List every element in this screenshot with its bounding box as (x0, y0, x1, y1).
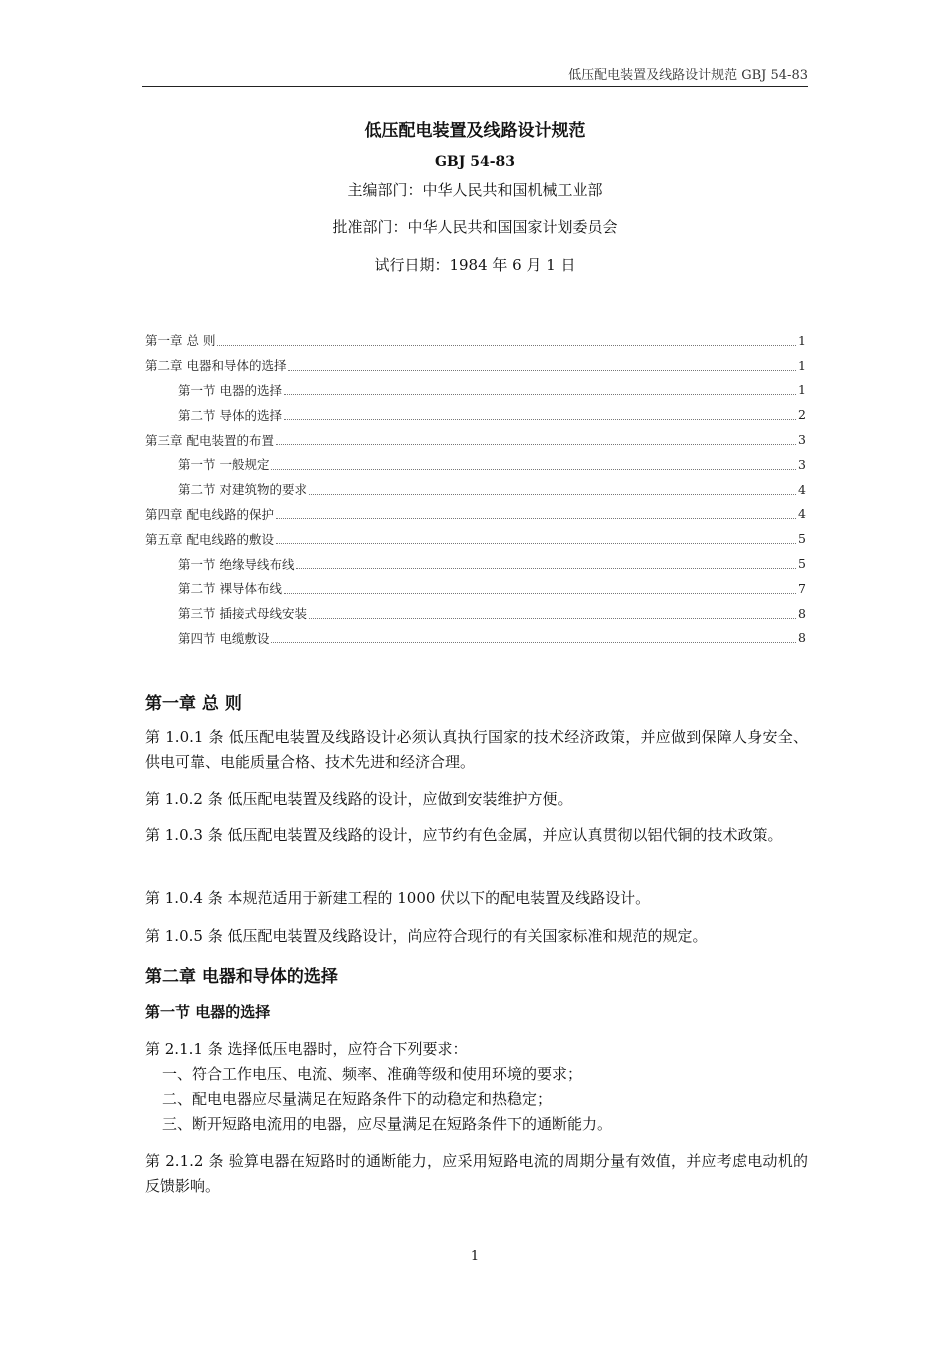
toc-entry-label: 第三节 插接式母线安装 (178, 606, 307, 622)
clause-1-0-4: 第 1.0.4 条 本规范适用于新建工程的 1000 伏以下的配电装置及线路设计。 (145, 889, 651, 907)
clause-2-1-2: 第 2.1.2 条 验算电器在短路时的通断能力，应采用短路电流的周期分量有效值，并应考虑电动机的反馈影响。 (145, 1152, 808, 1195)
toc-entry-page: 1 (798, 357, 806, 373)
toc-entry[interactable] (145, 477, 806, 502)
toc-entry[interactable] (145, 378, 806, 403)
editor-line: 主编部门：中华人民共和国机械工业部 (347, 181, 603, 199)
clause-1-0-5: 第 1.0.5 条 低压配电装置及线路设计，尚应符合现行的有关国家标准和规范的规定。 (145, 927, 708, 945)
toc-entry-label: 第二节 裸导体布线 (178, 581, 282, 597)
clause-1-0-1: 第 1.0.1 条 低压配电装置及线路设计必须认真执行国家的技术经济政策，并应做到保障人身安全、供电可靠、电能质量合格、技术先进和经济合理。 (145, 728, 808, 771)
running-header: 低压配电装置及线路设计规范 GBJ 54-83 (568, 68, 808, 83)
toc-leader-dots (276, 518, 796, 519)
toc-entry-page: 2 (798, 407, 806, 423)
toc-entry[interactable] (145, 626, 806, 651)
toc-entry-label: 第二节 导体的选择 (178, 407, 282, 423)
toc-entry-label: 第四章 配电线路的保护 (145, 506, 274, 522)
clause-2-1-1-item-2: 二、配电电器应尽量满足在短路条件下的动稳定和热稳定； (162, 1090, 553, 1108)
toc-entry[interactable] (145, 526, 806, 551)
toc-entry-page: 5 (798, 556, 806, 572)
section-2-1-heading: 第一节 电器的选择 (145, 1003, 271, 1021)
toc-leader-dots (217, 345, 796, 346)
table-of-contents (145, 328, 806, 650)
toc-entry[interactable] (145, 502, 806, 527)
clause-1-0-2: 第 1.0.2 条 低压配电装置及线路的设计，应做到安装维护方便。 (145, 790, 573, 808)
toc-leader-dots (276, 543, 796, 544)
clause-2-1-1: 第 2.1.1 条 选择低压电器时，应符合下列要求： (145, 1040, 468, 1058)
toc-entry[interactable] (145, 328, 806, 353)
clause-2-1-1-item-1: 一、符合工作电压、电流、频率、准确等级和使用环境的要求； (162, 1065, 583, 1083)
toc-entry[interactable] (145, 601, 806, 626)
document-code: GBJ 54-83 (434, 154, 516, 170)
toc-entry-page: 8 (798, 630, 806, 646)
toc-entry-label: 第三章 配电装置的布置 (145, 432, 274, 448)
toc-entry[interactable] (145, 353, 806, 378)
chapter-2-heading: 第二章 电器和导体的选择 (145, 967, 338, 987)
toc-entry-page: 7 (798, 580, 806, 596)
toc-entry-page: 8 (798, 605, 806, 621)
toc-entry-label: 第二节 对建筑物的要求 (178, 482, 307, 498)
toc-entry-page: 4 (798, 481, 806, 497)
toc-entry-label: 第一节 电器的选择 (178, 382, 282, 398)
toc-entry-label: 第四节 电缆敷设 (178, 630, 270, 646)
clause-1-0-3: 第 1.0.3 条 低压配电装置及线路的设计，应节约有色金属，并应认真贯彻以铝代铜的技术政策。 (145, 826, 783, 844)
toc-entry-label: 第一节 绝缘导线布线 (178, 556, 295, 572)
toc-leader-dots (271, 469, 796, 470)
toc-leader-dots (271, 642, 796, 643)
toc-leader-dots (288, 370, 796, 371)
toc-entry[interactable] (145, 402, 806, 427)
toc-entry[interactable] (145, 427, 806, 452)
toc-entry-page: 5 (798, 531, 806, 547)
toc-entry-label: 第五章 配电线路的敷设 (145, 531, 274, 547)
toc-entry[interactable] (145, 576, 806, 601)
toc-entry[interactable] (145, 452, 806, 477)
toc-entry-page: 3 (798, 456, 806, 472)
toc-leader-dots (276, 444, 796, 445)
toc-leader-dots (284, 419, 796, 420)
toc-leader-dots (309, 618, 796, 619)
toc-entry-label: 第一节 一般规定 (178, 457, 270, 473)
toc-entry[interactable] (145, 551, 806, 576)
toc-leader-dots (296, 568, 796, 569)
chapter-1-heading: 第一章 总 则 (145, 694, 242, 714)
toc-entry-page: 4 (798, 506, 806, 522)
toc-entry-label: 第二章 电器和导体的选择 (145, 358, 287, 374)
header-rule (142, 86, 808, 87)
toc-entry-page: 1 (798, 382, 806, 398)
toc-leader-dots (309, 494, 796, 495)
document-title: 低压配电装置及线路设计规范 (364, 121, 586, 141)
toc-entry-page: 1 (798, 332, 806, 348)
toc-leader-dots (284, 593, 796, 594)
toc-entry-page: 3 (798, 432, 806, 448)
page-number: 1 (470, 1249, 480, 1264)
trial-date-line: 试行日期：1984 年 6 月 1 日 (374, 256, 576, 274)
clause-2-1-1-item-3: 三、断开短路电流用的电器，应尽量满足在短路条件下的通断能力。 (162, 1115, 613, 1133)
toc-entry-label: 第一章 总 则 (145, 333, 216, 349)
approver-line: 批准部门：中华人民共和国国家计划委员会 (332, 218, 618, 236)
toc-leader-dots (284, 394, 796, 395)
